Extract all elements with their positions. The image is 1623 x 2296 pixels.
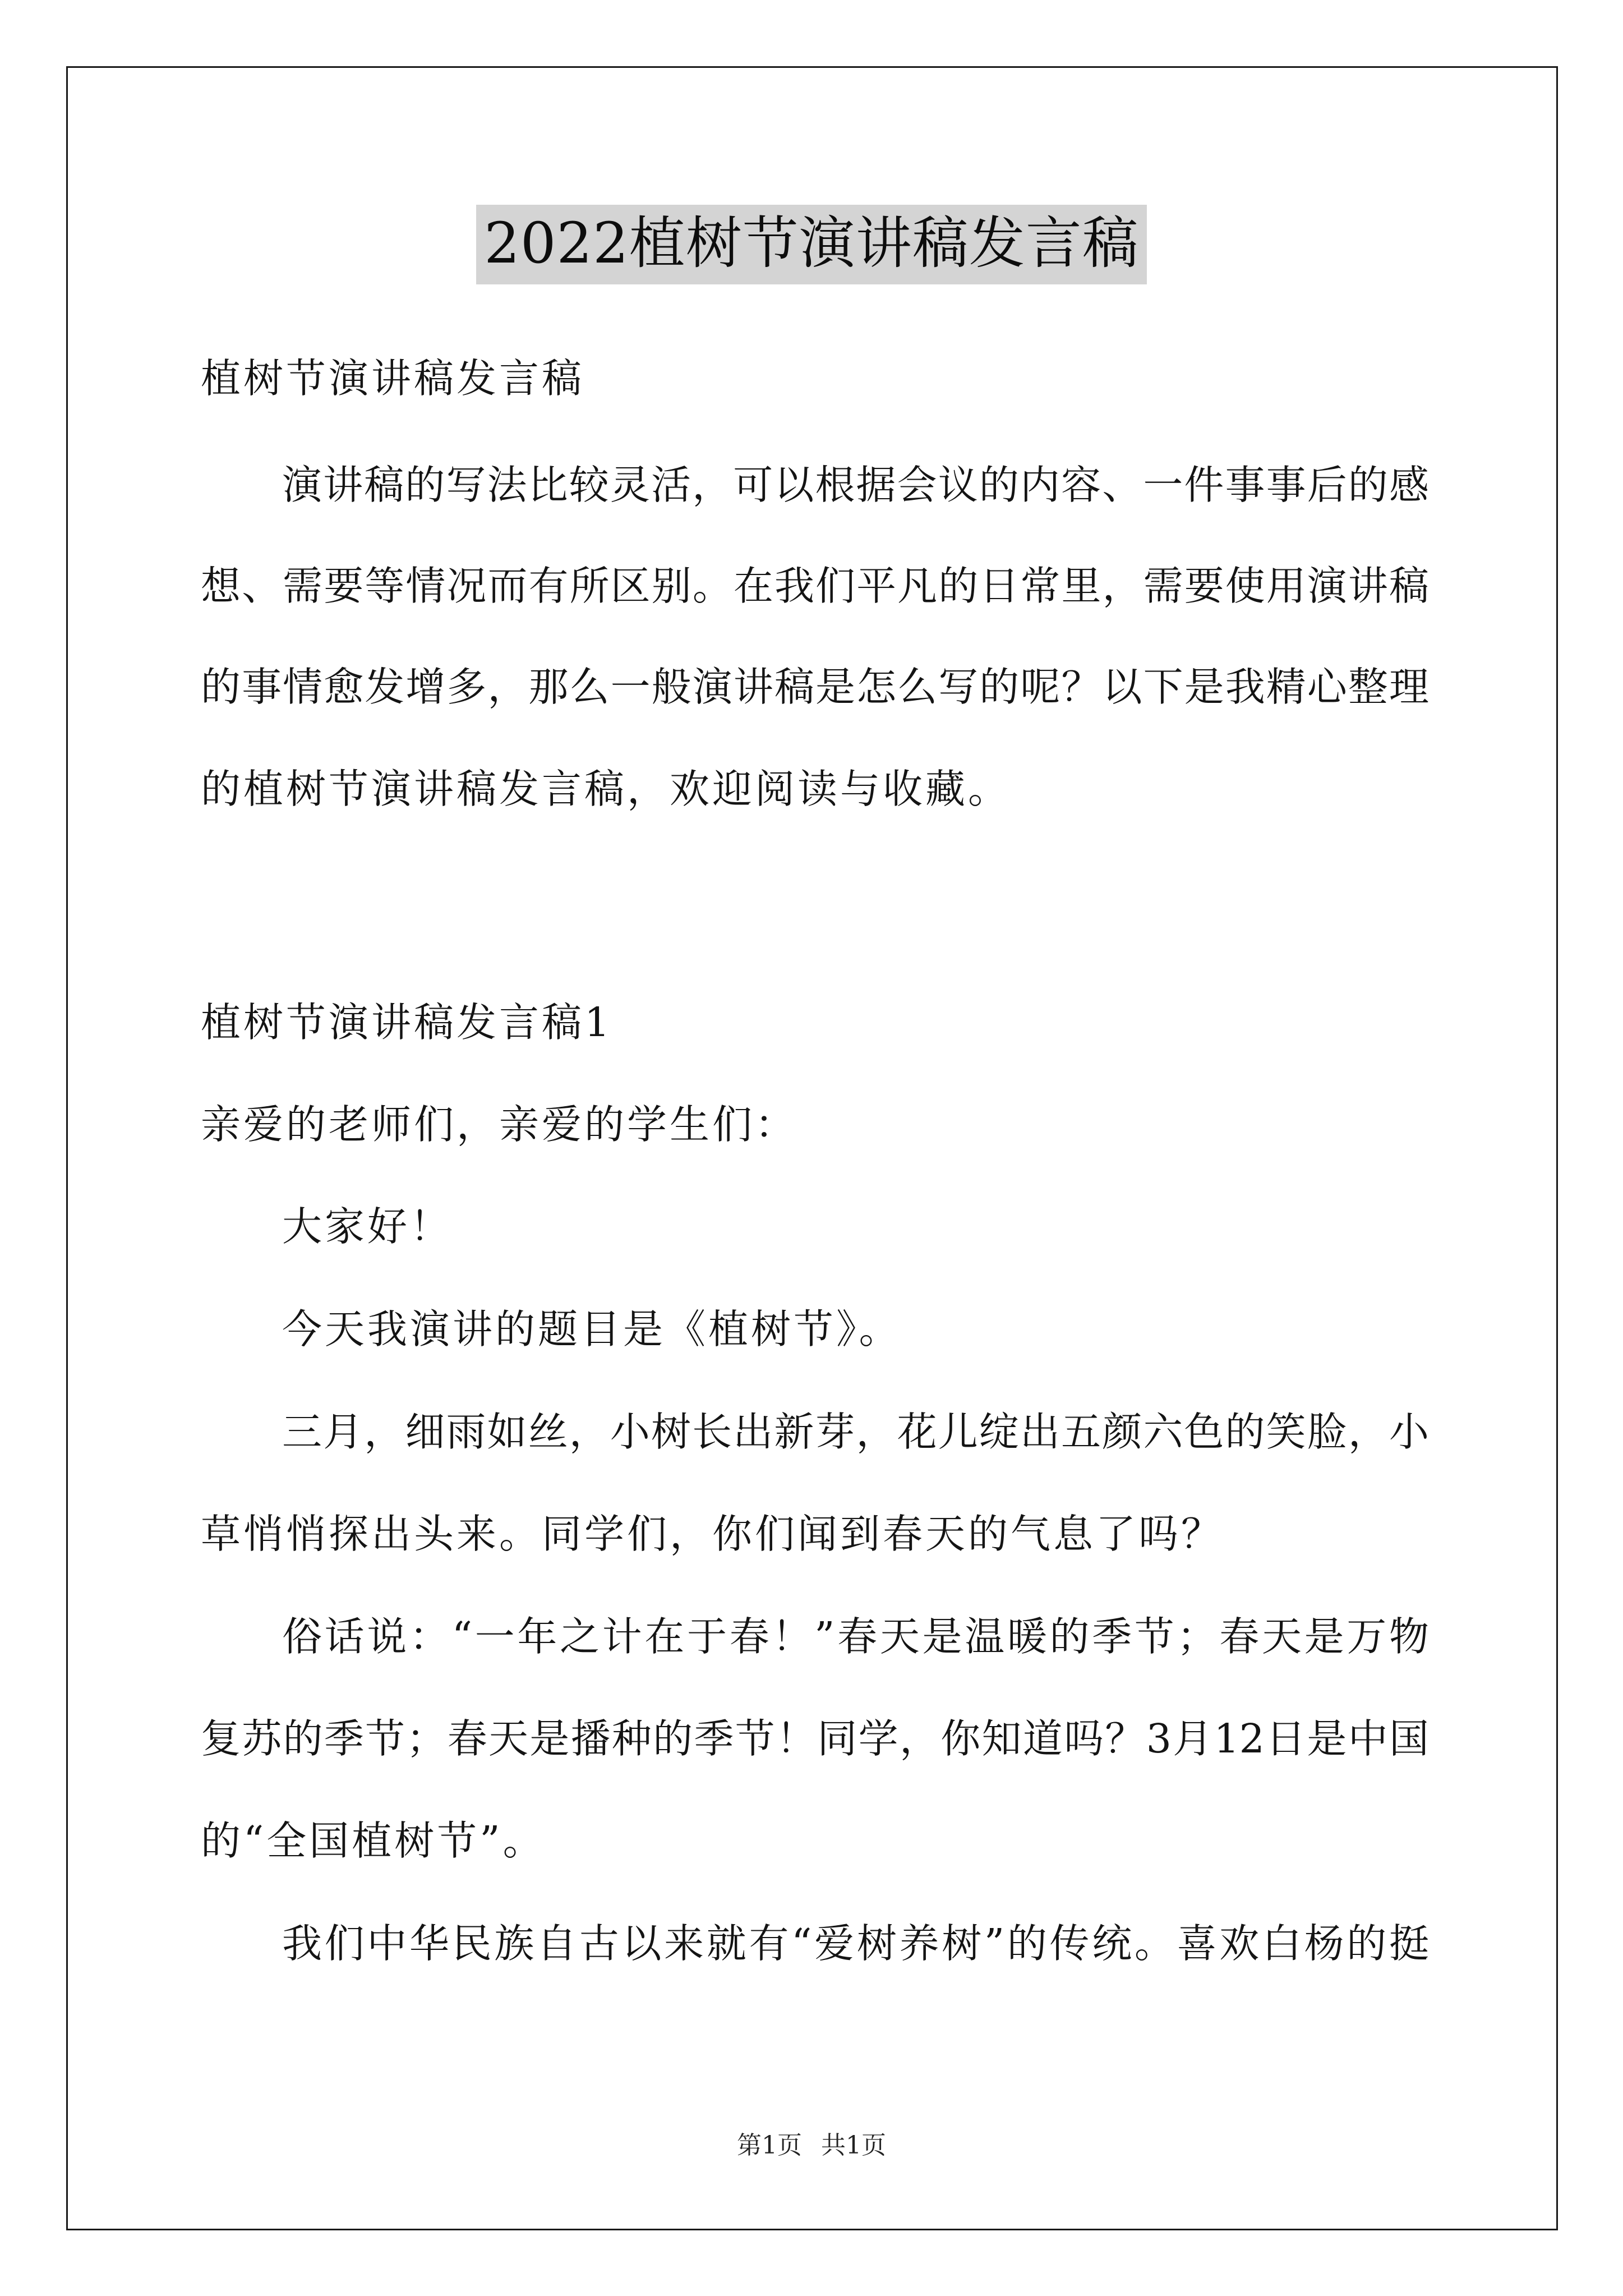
paragraph-line: 演讲稿的写法比较灵活，可以根据会议的内容、一件事事后的感: [282, 462, 1429, 508]
paragraph-line: 的“全国植树节”。: [201, 1818, 546, 1864]
document-title: 2022植树节演讲稿发言稿: [476, 205, 1147, 284]
paragraph-line: 的植树节演讲稿发言稿，欢迎阅读与收藏。: [201, 766, 1011, 812]
paragraph-line: 俗话说：“一年之计在于春！”春天是温暖的季节；春天是万物: [282, 1613, 1429, 1660]
page-number: 第1页: [737, 2131, 802, 2160]
section-heading: 植树节演讲稿发言稿1: [201, 999, 613, 1046]
salutation-line: 亲爱的老师们，亲爱的学生们：: [201, 1101, 798, 1148]
total-pages: 共1页: [821, 2131, 886, 2160]
title-container: [0, 205, 1623, 284]
paragraph-line: 我们中华民族自古以来就有“爱树养树”的传统。喜欢白杨的挺: [282, 1920, 1429, 1967]
paragraph-line: 三月，细雨如丝，小树长出新芽，花儿绽出五颜六色的笑脸，小: [282, 1409, 1429, 1455]
paragraph-line: 今天我演讲的题目是《植树节》。: [282, 1306, 902, 1352]
paragraph-line: 想、需要等情况而有所区别。在我们平凡的日常里，需要使用演讲稿: [201, 563, 1429, 609]
paragraph-line: 大家好！: [282, 1203, 453, 1250]
section-heading: 植树节演讲稿发言稿: [201, 355, 585, 402]
paragraph-line: 的事情愈发增多，那么一般演讲稿是怎么写的呢？以下是我精心整理: [201, 664, 1429, 710]
paragraph-line: 复苏的季节；春天是播种的季节！同学，你知道吗？3月12日是中国: [201, 1715, 1429, 1762]
paragraph-line: 草悄悄探出头来。同学们，你们闻到春天的气息了吗？: [201, 1511, 1224, 1557]
page-footer: [0, 2129, 1623, 2162]
